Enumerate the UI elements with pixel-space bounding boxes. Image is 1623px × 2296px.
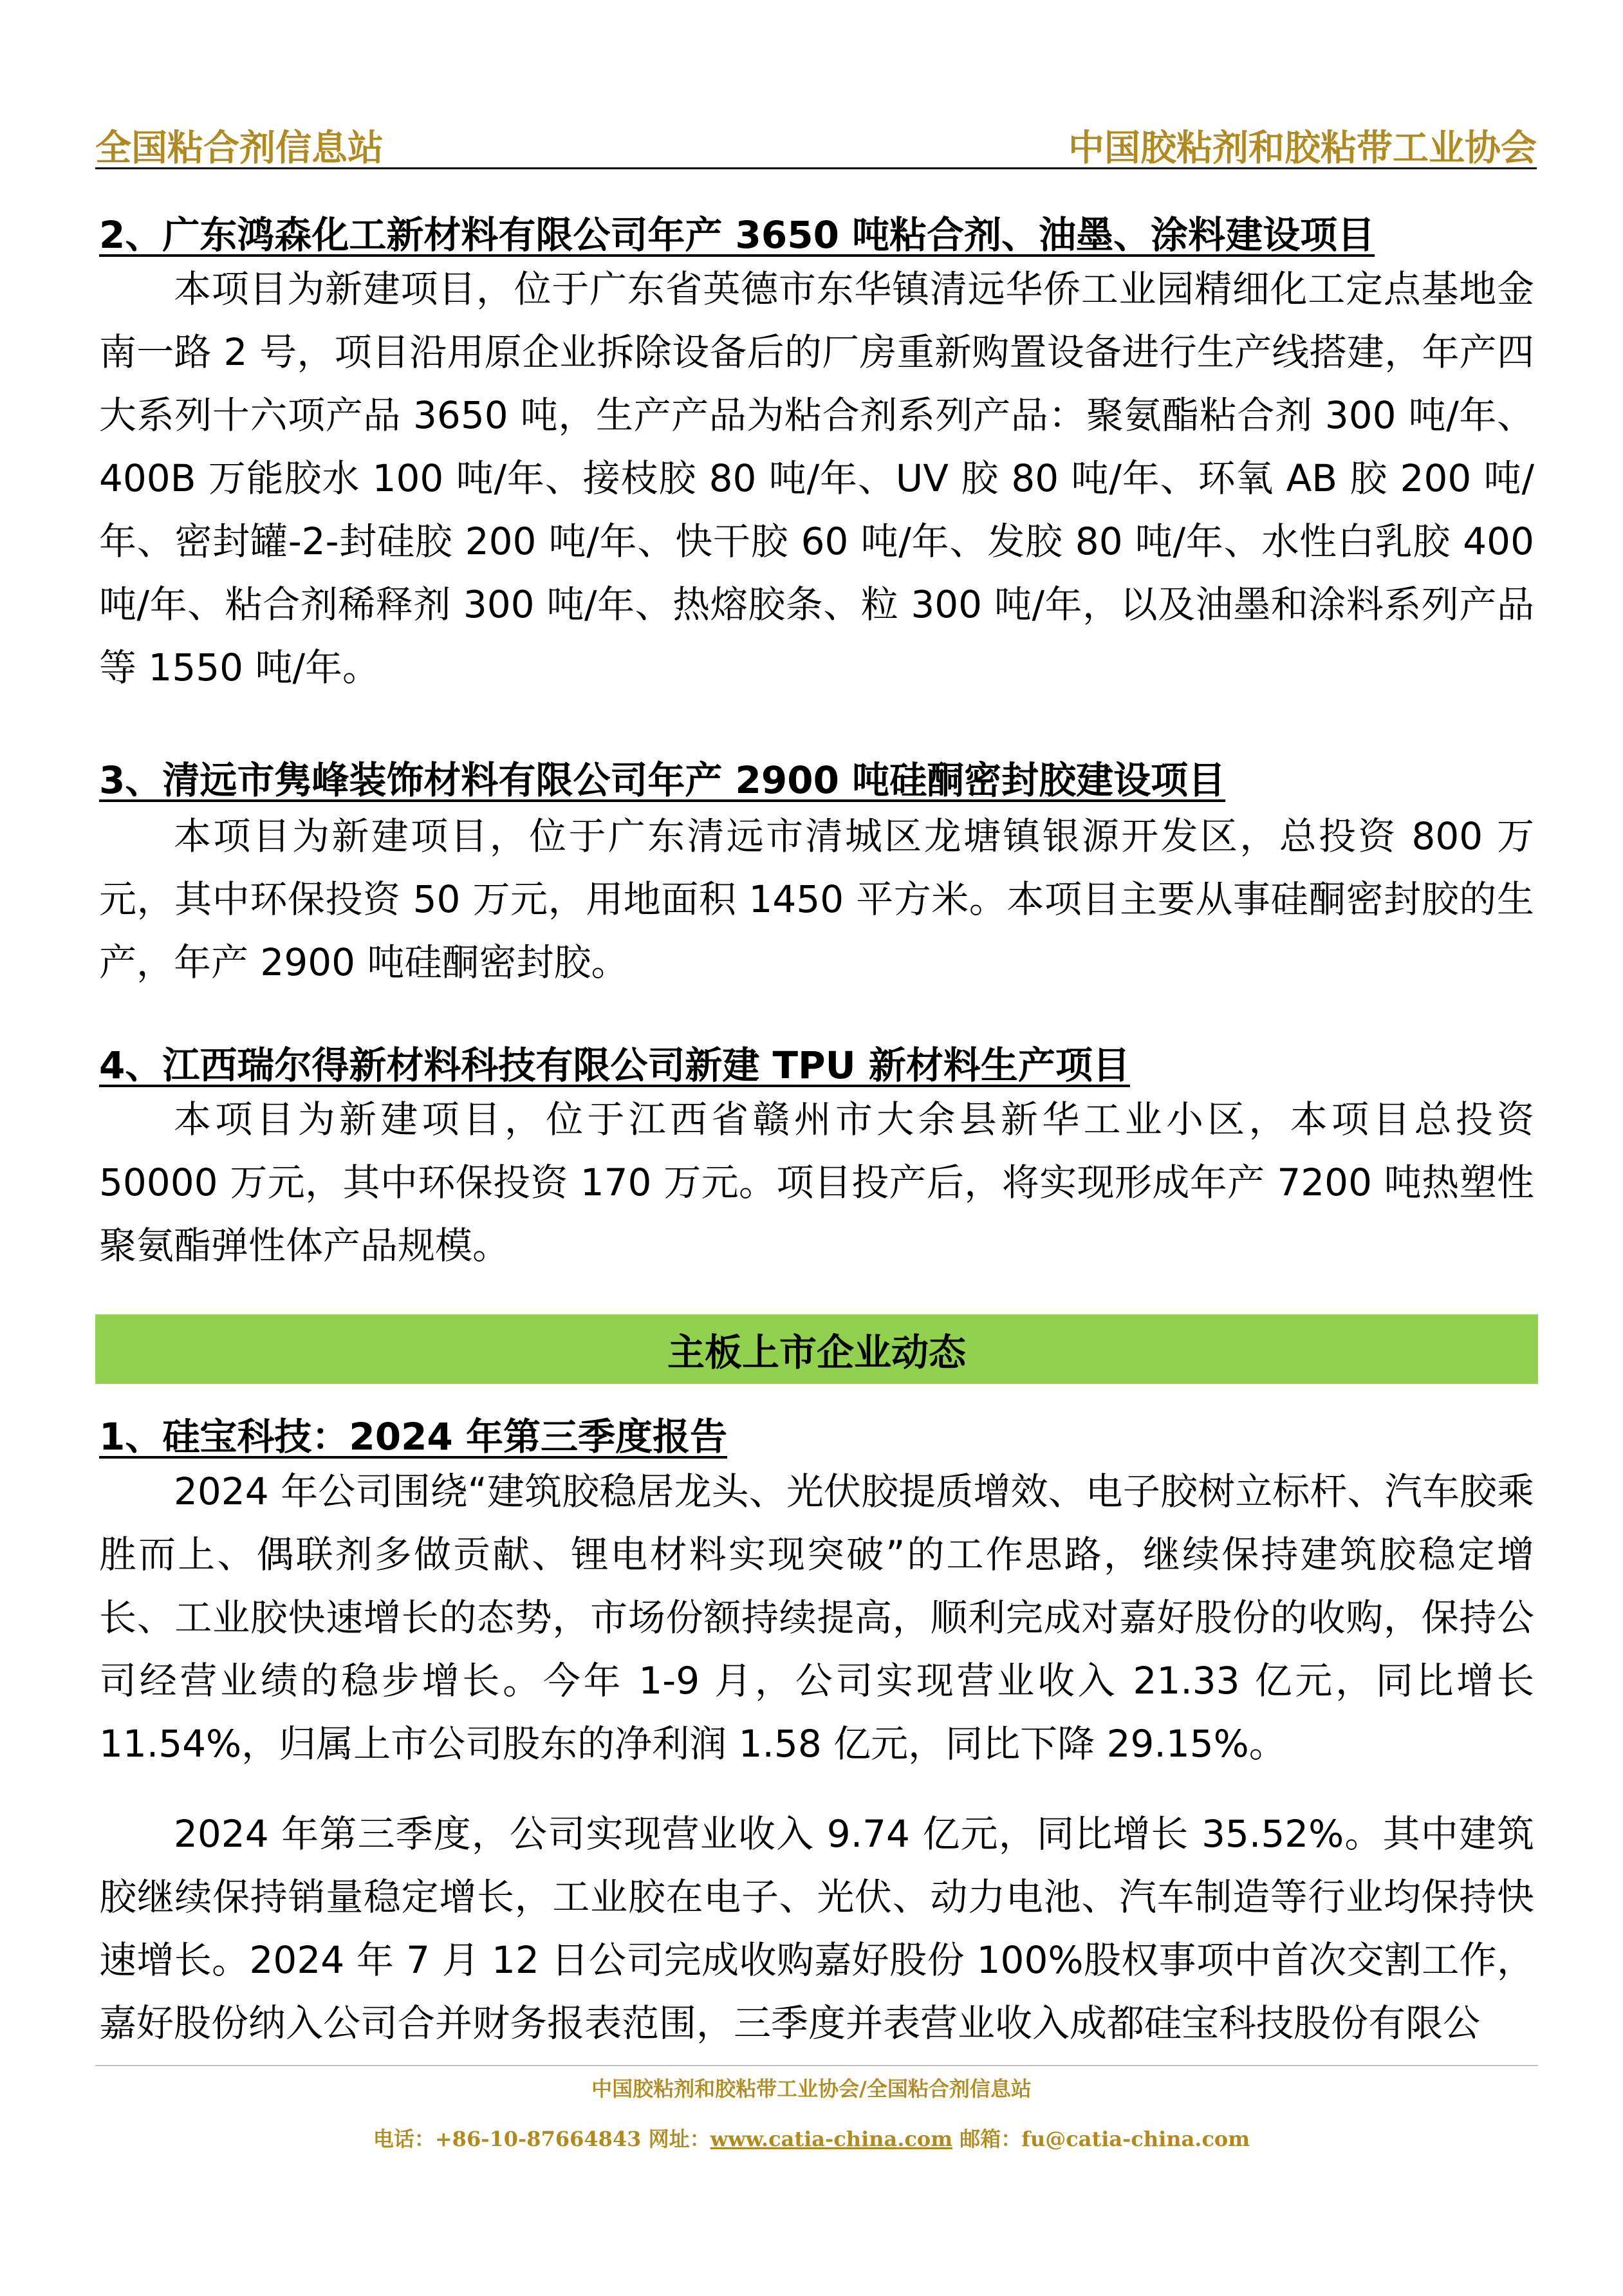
header-site-name: 全国粘合剂信息站 [95, 127, 384, 169]
banner-title: 主板上市企业动态 [667, 1330, 966, 1374]
section-3-body: 本项目为新建项目，位于广东清远市清城区龙塘镇银源开发区，总投资 800 万元，其中环保投资 50 万元，用地面积 1450 平方米。本项目主要从事硅酮密封胶的生产，年产 2900 吨硅酮密封胶。 [99, 814, 1534, 984]
section-4-title: 4、江西瑞尔得新材料科技有限公司新建 TPU 新材料生产项目 [99, 1043, 1130, 1087]
header-association-name: 中国胶粘剂和胶粘带工业协会 [1068, 127, 1537, 169]
section-2-title: 2、广东鸿森化工新材料有限公司年产 3650 吨粘合剂、油墨、涂料建设项目 [99, 213, 1375, 257]
footer-contact [0, 2123, 1623, 2152]
footer-phone: 电话：+86-10-87664843 网址： [373, 2127, 710, 2151]
page-header [95, 117, 1537, 169]
listed-1-title: 1、硅宝科技：2024 年第三季度报告 [99, 1415, 727, 1459]
section-2-body: 本项目为新建项目，位于广东省英德市东华镇清远华侨工业园精细化工定点基地金南一路 2 号，项目沿用原企业拆除设备后的厂房重新购置设备进行生产线搭建，年产四大系列十六项产品 3650 吨，生产产品为粘合剂系列产品：聚氨酯粘合剂 300 吨/年、400B 万能胶水 100 吨/年、接枝胶 80 吨/年、UV 胶 80 吨/年、环氧 AB 胶 200 吨/年、密封罐-2-封硅胶 200 吨/年、快干胶 60 吨/年、发胶 80 吨/年、水性白乳胶 400 吨/年、粘合剂稀释剂 300 吨/年、热熔胶条、粒 300 吨/年，以及油墨和涂料系列产品等 1550 吨/年。 [99, 267, 1534, 689]
footer-divider [95, 2065, 1538, 2066]
listed-1-paragraph-1: 2024 年公司围绕“建筑胶稳居龙头、光伏胶提质增效、电子胶树立标杆、汽车胶乘胜而上、偶联剂多做贡献、锂电材料实现突破”的工作思路，继续保持建筑胶稳定增长、工业胶快速增长的态势，市场份额持续提高，顺利完成对嘉好股份的收购，保持公司经营业绩的稳步增长。今年 1-9 月，公司实现营业收入 21.33 亿元，同比增长 11.54%，归属上市公司股东的净利润 1.58 亿元，同比下降 29.15%。 [99, 1470, 1534, 1766]
footer-email: 邮箱：fu@catia-china.com [952, 2127, 1250, 2151]
listed-1-paragraph-2: 2024 年第三季度，公司实现营业收入 9.74 亿元，同比增长 35.52%。其中建筑胶继续保持销量稳定增长，工业胶在电子、光伏、动力电池、汽车制造等行业均保持快速增长。2024 年 7 月 12 日公司完成收购嘉好股份 100%股权事项中首次交割工作，嘉好股份纳入公司合并财务报表范围，三季度并表营业收入成都硅宝科技股份有限公 [99, 1812, 1534, 2045]
section-3-title: 3、清远市隽峰装饰材料有限公司年产 2900 吨硅酮密封胶建设项目 [99, 758, 1226, 802]
listed-companies-banner [95, 1314, 1538, 1384]
footer-organization: 中国胶粘剂和胶粘带工业协会/全国粘合剂信息站 [591, 2077, 1032, 2101]
section-4-body: 本项目为新建项目，位于江西省赣州市大余县新华工业小区，本项目总投资 50000 万元，其中环保投资 170 万元。项目投产后，将实现形成年产 7200 吨热塑性聚氨酯弹性体产品规模。 [99, 1097, 1534, 1267]
footer-website-link[interactable]: www.catia-china.com [710, 2127, 953, 2151]
